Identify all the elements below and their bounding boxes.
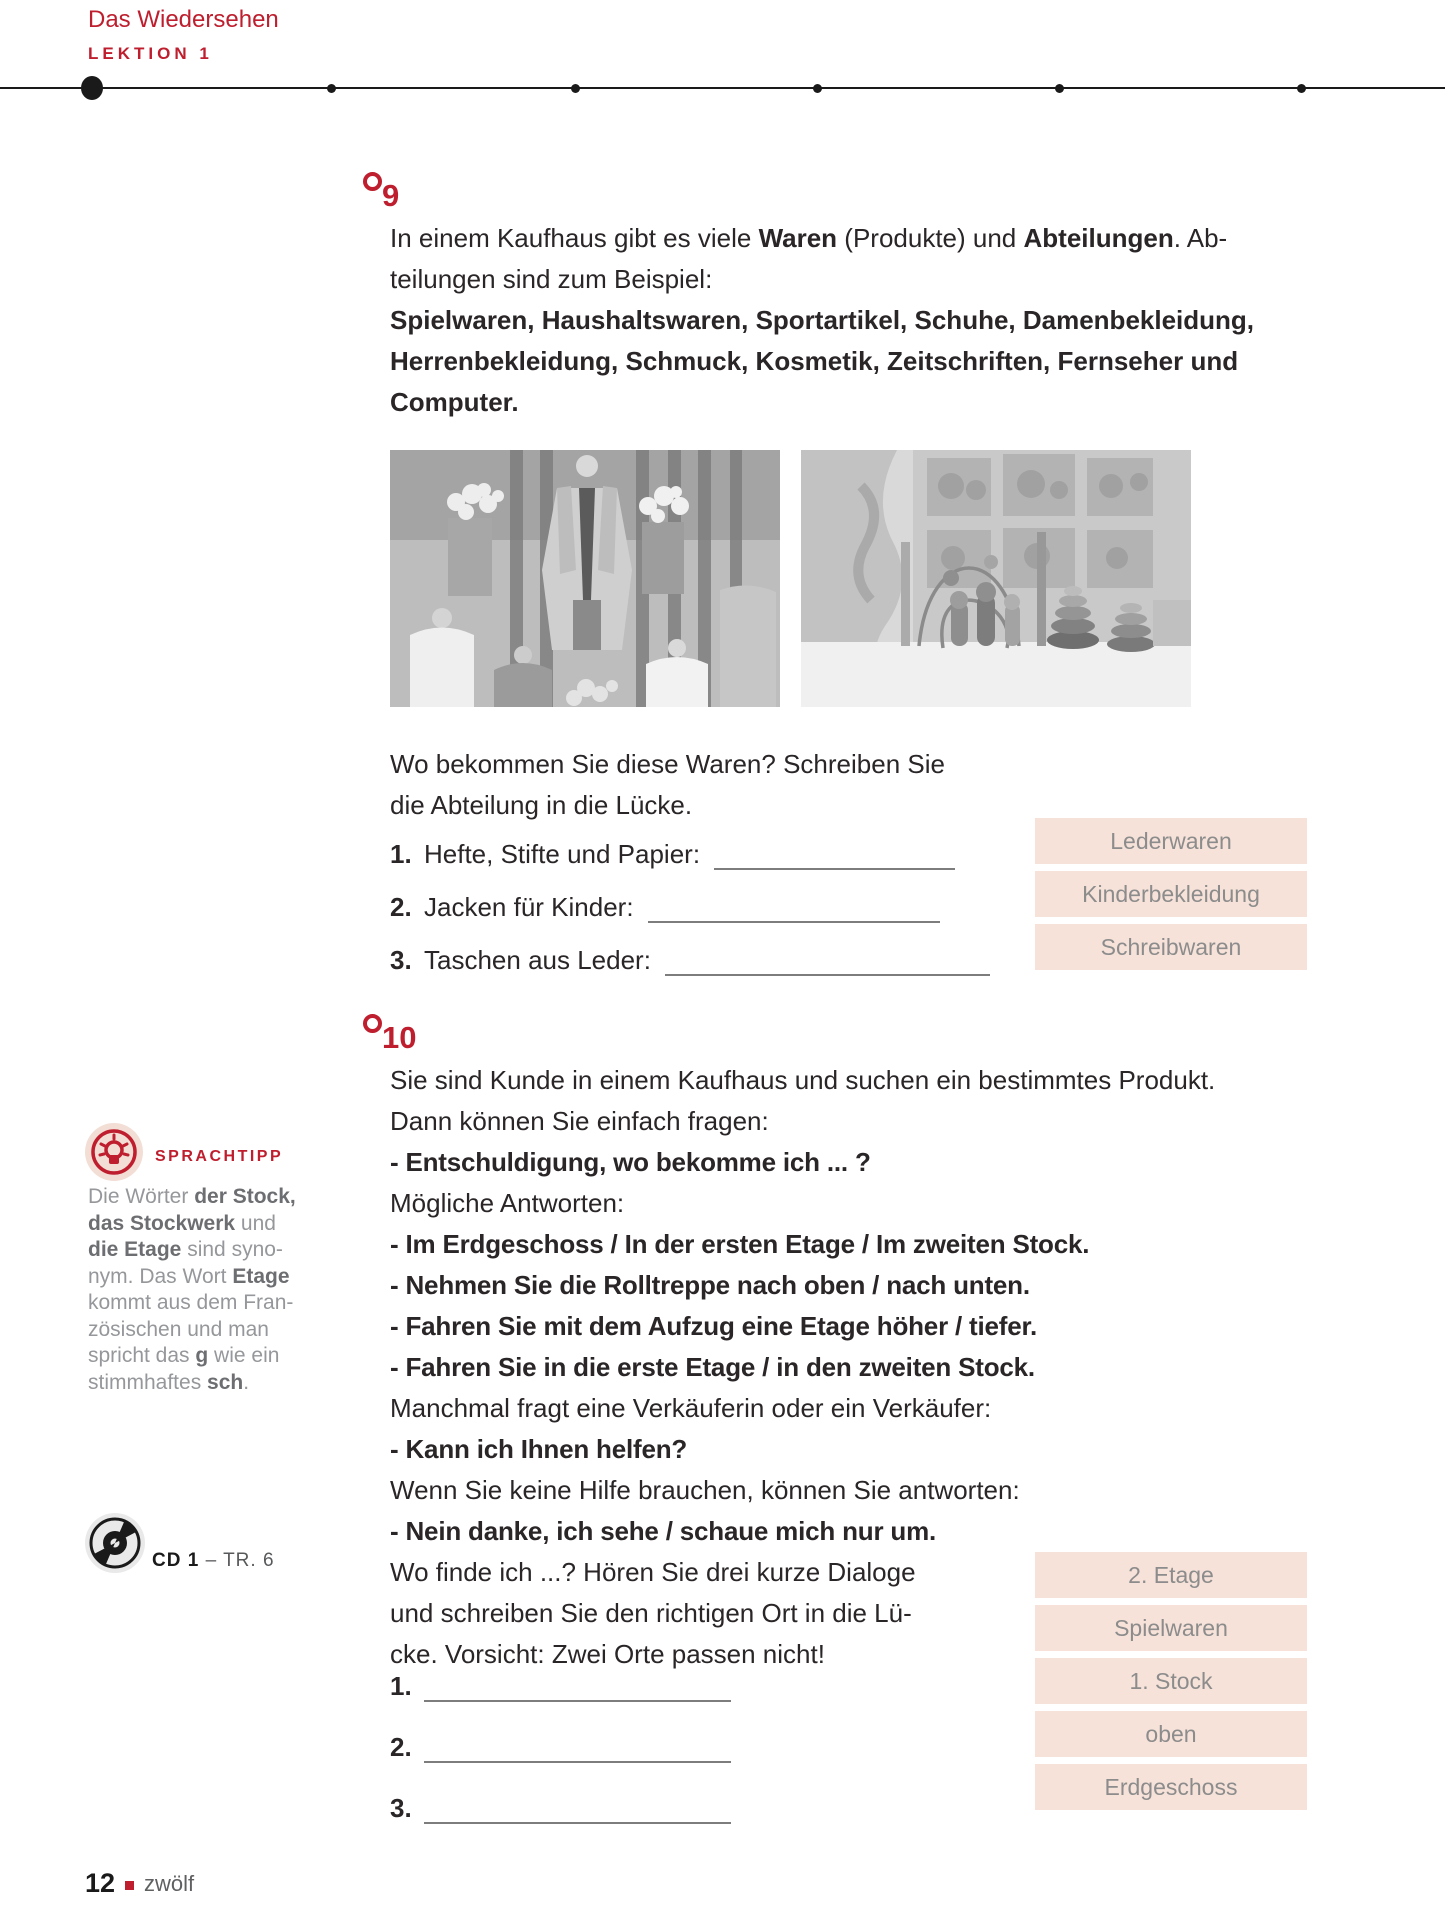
wordbank-locations xyxy=(1035,1552,1307,1817)
footer-separator-icon xyxy=(125,1881,134,1890)
wordbank-item[interactable]: Schreibwaren xyxy=(1035,924,1307,970)
item-number: 2. xyxy=(390,1732,412,1762)
sprachtipp-text xyxy=(88,1184,300,1396)
wordbank-item[interactable]: 1. Stock xyxy=(1035,1658,1307,1704)
dialogue-line: - Fahren Sie mit dem Aufzug eine Etage höher / tiefer. xyxy=(390,1311,1038,1341)
item-number: 3. xyxy=(390,945,412,975)
instruction-line: Wo finde ich ...? Hören Sie drei kurze Dialoge xyxy=(390,1557,916,1587)
tip-line: Die Wörter der Stock, xyxy=(88,1185,296,1208)
answer-blank[interactable] xyxy=(424,1670,731,1702)
answer-blank[interactable] xyxy=(665,944,990,976)
wordbank-item[interactable]: Kinderbekleidung xyxy=(1035,871,1307,917)
exercise-9-marker xyxy=(363,172,423,220)
paragraph-line: In einem Kaufhaus gibt es viele Waren (Produkte) und Abteilungen. Ab- xyxy=(390,223,1228,253)
page-number-word: zwölf xyxy=(144,1870,195,1896)
dialogue-line: Mögliche Antworten: xyxy=(390,1188,625,1218)
instruction-line: und schreiben Sie den richtigen Ort in die Lü- xyxy=(390,1598,912,1628)
dialogue-line: Dann können Sie einfach fragen: xyxy=(390,1106,769,1136)
exercise-ring-icon xyxy=(363,172,382,191)
timeline-dot xyxy=(813,84,822,93)
tip-line: stimmhaftes sch. xyxy=(88,1370,250,1394)
instruction-line: cke. Vorsicht: Zwei Orte passen nicht! xyxy=(390,1639,825,1669)
item-label: Taschen aus Leder: xyxy=(424,945,651,975)
fill-in-item xyxy=(390,942,990,976)
fill-in-item xyxy=(390,1790,731,1824)
fill-in-item xyxy=(390,889,940,923)
cd-icon xyxy=(84,1512,146,1574)
dialogue-line: Wenn Sie keine Hilfe brauchen, können Sie antworten: xyxy=(390,1475,1020,1505)
item-number: 3. xyxy=(390,1793,412,1823)
tip-line: nym. Das Wort Etage xyxy=(88,1264,290,1288)
timeline-dot xyxy=(571,84,580,93)
lesson-label: LEKTION 1 xyxy=(88,44,213,63)
page-footer xyxy=(85,1868,194,1899)
exercise-number: 10 xyxy=(382,1020,417,1055)
fill-in-item xyxy=(390,1729,731,1763)
cd-track-label: CD 1 – TR. 6 xyxy=(152,1550,275,1571)
lightbulb-icon xyxy=(84,1122,144,1182)
exercise-number: 9 xyxy=(382,178,400,213)
toy-store-photo xyxy=(801,450,1191,707)
question-line: Wo bekommen Sie diese Waren? Schreiben Sie xyxy=(390,749,945,779)
paragraph-line: teilungen sind zum Beispiel: xyxy=(390,264,713,294)
exercise-10-marker xyxy=(363,1014,433,1062)
item-number: 2. xyxy=(390,892,412,922)
tip-line: das Stockwerk und xyxy=(88,1211,276,1235)
answer-blank[interactable] xyxy=(424,1792,731,1824)
question-line: die Abteilung in die Lücke. xyxy=(390,790,693,820)
dialogue-line: - Fahren Sie in die erste Etage / in den zweiten Stock. xyxy=(390,1352,1035,1382)
paragraph-line: Computer. xyxy=(390,387,519,417)
exercise-10-items xyxy=(390,1668,731,1851)
wordbank-item[interactable]: Spielwaren xyxy=(1035,1605,1307,1651)
wordbank-departments xyxy=(1035,818,1307,977)
tip-line: spricht das g wie ein xyxy=(88,1344,280,1367)
exercise-9-intro xyxy=(390,218,1290,423)
wordbank-item[interactable]: oben xyxy=(1035,1711,1307,1757)
dialogue-line: Manchmal fragt eine Verkäuferin oder ein Verkäufer: xyxy=(390,1393,992,1423)
exercise-ring-icon xyxy=(363,1014,382,1033)
tip-line: zösischen und man xyxy=(88,1317,269,1341)
dialogue-line: Sie sind Kunde in einem Kaufhaus und suchen ein bestimmtes Produkt. xyxy=(390,1065,1216,1095)
paragraph-line: Herrenbekleidung, Schmuck, Kosmetik, Zeitschriften, Fernseher und xyxy=(390,346,1239,376)
item-number: 1. xyxy=(390,839,412,869)
answer-blank[interactable] xyxy=(648,891,940,923)
answer-blank[interactable] xyxy=(714,838,955,870)
exercise-9-items xyxy=(390,836,990,995)
dialogue-line: - Entschuldigung, wo bekomme ich ... ? xyxy=(390,1147,871,1177)
dialogue-line: - Kann ich Ihnen helfen? xyxy=(390,1434,688,1464)
wordbank-item[interactable]: 2. Etage xyxy=(1035,1552,1307,1598)
paragraph-line: Spielwaren, Haushaltswaren, Sportartikel, Schuhe, Damenbekleidung, xyxy=(390,305,1255,335)
timeline-dot xyxy=(327,84,336,93)
dialogue-line: - Nein danke, ich sehe / schaue mich nur um. xyxy=(390,1516,937,1546)
fill-in-item xyxy=(390,836,955,870)
answer-blank[interactable] xyxy=(424,1731,731,1763)
item-label: Hefte, Stifte und Papier: xyxy=(424,839,701,869)
exercise-9-question xyxy=(390,744,990,826)
item-label: Jacken für Kinder: xyxy=(424,892,634,922)
item-number: 1. xyxy=(390,1671,412,1701)
sprachtipp-label: SPRACHTIPP xyxy=(155,1148,284,1165)
tip-line: kommt aus dem Fran- xyxy=(88,1291,294,1314)
page-number: 12 xyxy=(85,1868,116,1898)
exercise-10-instruction xyxy=(390,1552,1020,1675)
wordbank-item[interactable]: Lederwaren xyxy=(1035,818,1307,864)
wordbank-item[interactable]: Erdgeschoss xyxy=(1035,1764,1307,1810)
timeline-dot xyxy=(1297,84,1306,93)
exercise-10-text xyxy=(390,1060,1270,1552)
clothing-store-photo xyxy=(390,450,780,707)
header-rule xyxy=(0,87,1445,89)
tip-line: die Etage sind syno- xyxy=(88,1238,283,1261)
dialogue-line: - Im Erdgeschoss / In der ersten Etage / Im zweiten Stock. xyxy=(390,1229,1090,1259)
toy-store-illustration xyxy=(801,450,1191,707)
timeline-dot-large xyxy=(81,76,103,100)
timeline-dot xyxy=(1055,84,1064,93)
audio-track-reference xyxy=(84,1512,384,1592)
chapter-title: Das Wiedersehen xyxy=(88,6,279,33)
clothing-store-illustration xyxy=(390,450,780,707)
dialogue-line: - Nehmen Sie die Rolltreppe nach oben / nach unten. xyxy=(390,1270,1030,1300)
fill-in-item xyxy=(390,1668,731,1702)
